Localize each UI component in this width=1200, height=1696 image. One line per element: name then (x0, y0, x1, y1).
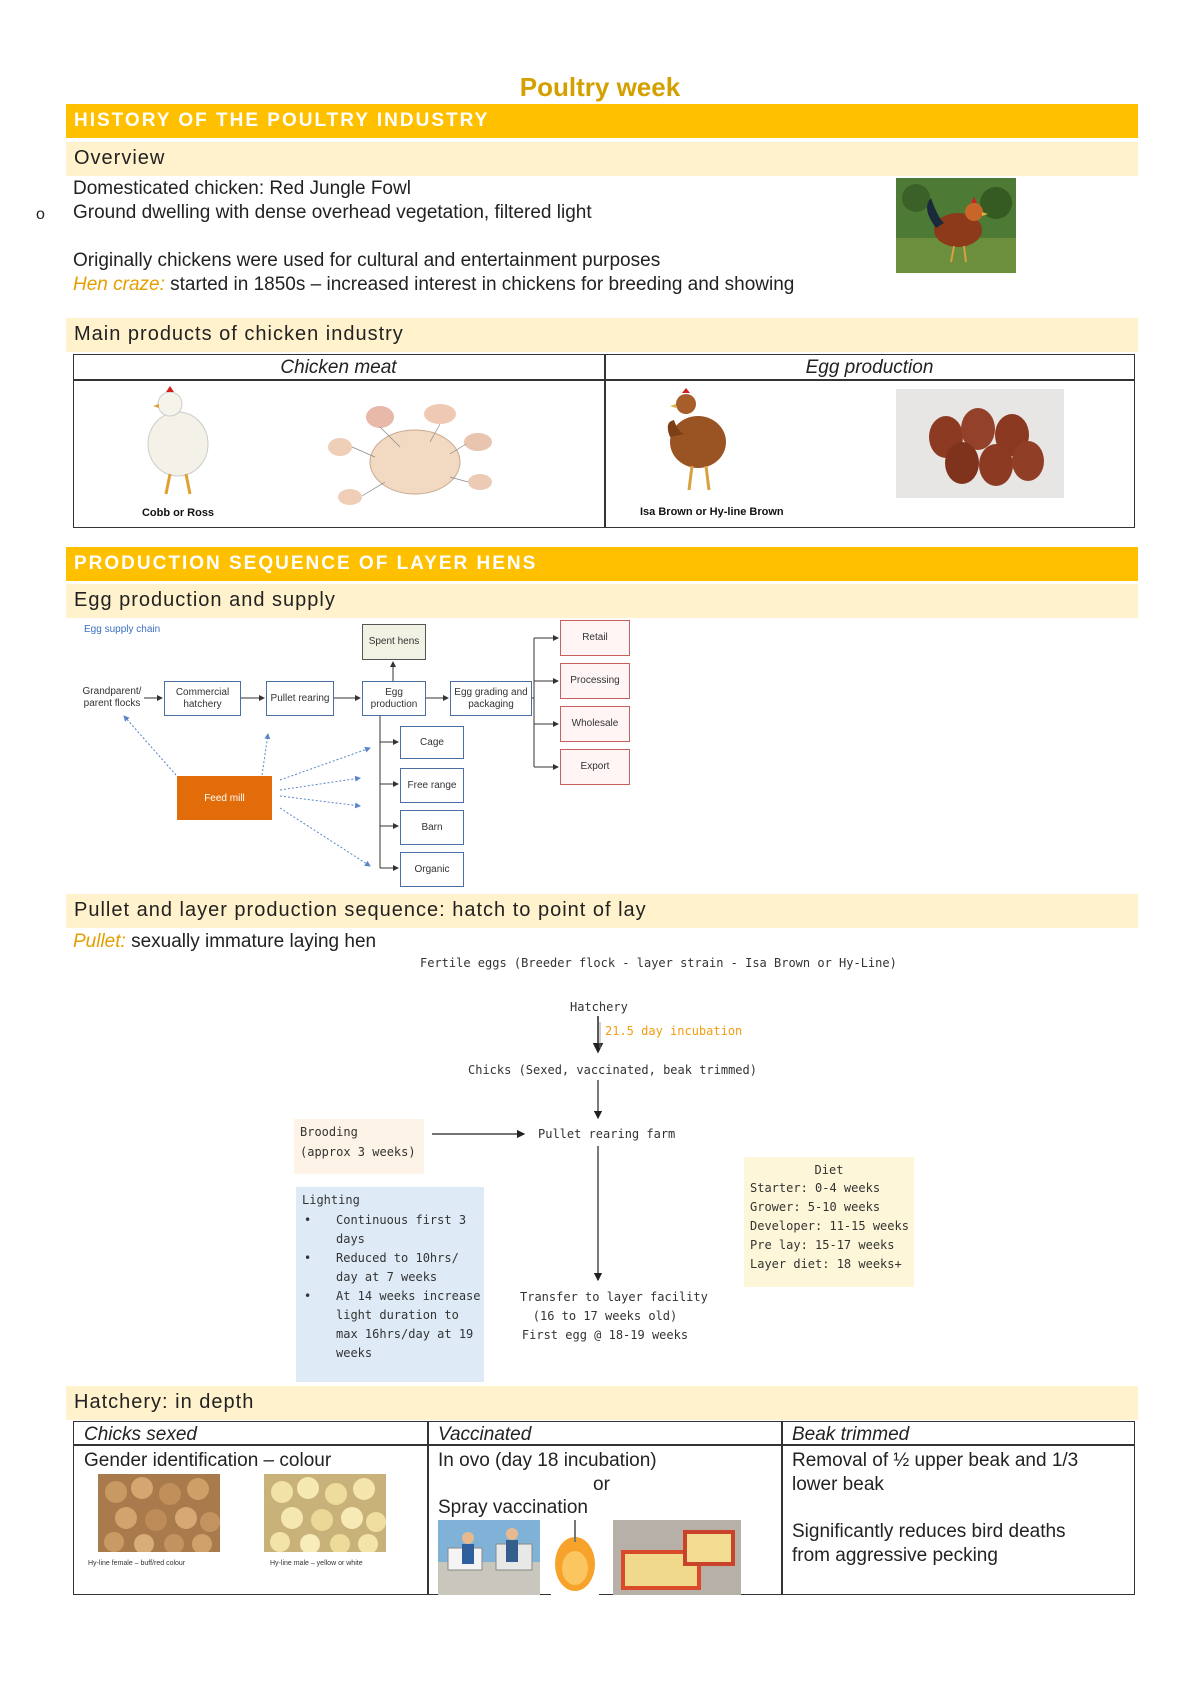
lighting-item-3-d: weeks (336, 1346, 373, 1360)
brooding-title: Brooding (300, 1125, 358, 1139)
lighting-box (296, 1187, 484, 1382)
beak-benefit-line-2: from aggressive pecking (792, 1545, 998, 1566)
egg-supply-label: Egg production and supply (66, 584, 1138, 618)
history-heading: HISTORY OF THE POULTRY INDUSTRY (66, 104, 1138, 138)
vaccinated-header: Vaccinated (438, 1424, 532, 1445)
diet-box (744, 1157, 914, 1287)
grandparent-flocks-label: Grandparent/ parent flocks (82, 686, 142, 709)
in-ovo-egg-image (551, 1520, 599, 1595)
lighting-item-3-b: light duration to (336, 1308, 459, 1322)
lighting-item-3-a: At 14 weeks increase (336, 1289, 481, 1303)
diet-item-4: Pre lay: 15-17 weeks (750, 1238, 895, 1252)
female-chicks-caption: Hy-line female – buff/red colour (88, 1560, 186, 1567)
hatchery-header-rule (73, 1444, 1135, 1446)
history-line-1: Domesticated chicken: Red Jungle Fowl (73, 178, 411, 199)
egg-production-box: Egg production (362, 681, 426, 716)
lighting-bullet-3: • (304, 1289, 312, 1303)
spray-vaccination-text: Spray vaccination (438, 1497, 588, 1518)
beak-benefit-line-1: Significantly reduces bird deaths (792, 1521, 1066, 1542)
hatchery-divider-2 (781, 1421, 783, 1595)
organic-box: Organic (400, 852, 464, 887)
diet-item-2: Grower: 5-10 weeks (750, 1200, 881, 1214)
products-label: Main products of chicken industry (66, 318, 1138, 352)
pullet-rearing-node: Pullet rearing farm (538, 1127, 676, 1141)
page-title: Poultry week (519, 72, 681, 102)
incubation-note: 21.5 day incubation (605, 1024, 743, 1038)
hen-craze-term: Hen craze: (73, 274, 165, 295)
brooding-duration: (approx 3 weeks) (300, 1145, 416, 1159)
beak-removal-line-1: Removal of ½ upper beak and 1/3 (792, 1450, 1079, 1471)
processing-box: Processing (560, 663, 630, 699)
chicks-sexed-header: Chicks sexed (84, 1424, 197, 1445)
hatchery-label: Hatchery: in depth (66, 1386, 1138, 1420)
lighting-title: Lighting (302, 1193, 360, 1207)
egg-production-header: Egg production (805, 357, 934, 378)
chicken-meat-header: Chicken meat (280, 357, 397, 378)
diet-title: Diet (814, 1163, 844, 1177)
fertile-eggs-text: Fertile eggs (Breeder flock - layer strain - Isa Brown or Hy-Line) (420, 956, 897, 970)
chicks-node: Chicks (Sexed, vaccinated, beak trimmed) (468, 1063, 757, 1077)
layer-breed-caption: Isa Brown or Hy-line Brown (640, 506, 784, 518)
female-chicks-image (98, 1474, 220, 1552)
history-line-2: Ground dwelling with dense overhead vegetation, filtered light (73, 202, 592, 223)
lighting-item-2-b: day at 7 weeks (336, 1270, 438, 1284)
hatchery-node: Hatchery (570, 1000, 628, 1014)
overview-label: Overview (66, 142, 1138, 176)
lighting-bullet-1: • (304, 1213, 312, 1227)
spray-vaccination-image (613, 1520, 741, 1595)
lighting-item-3-c: max 16hrs/day at 19 (336, 1327, 474, 1341)
free-range-box: Free range (400, 768, 464, 803)
in-ovo-text: In ovo (day 18 incubation) (438, 1450, 657, 1471)
diet-item-3: Developer: 11-15 weeks (750, 1219, 909, 1233)
diet-item-5: Layer diet: 18 weeks+ (750, 1257, 902, 1271)
vaccination-lab-image (438, 1520, 540, 1595)
spent-hens-box: Spent hens (362, 624, 426, 660)
pullet-definition-text: sexually immature laying hen (125, 931, 377, 952)
hatchery-divider-1 (427, 1421, 429, 1595)
hatchery-table (73, 1421, 1135, 1595)
male-chicks-image (264, 1474, 386, 1552)
brooding-box (294, 1119, 424, 1174)
hen-craze-text: started in 1850s – increased interest in chickens for breeding and showing (164, 274, 795, 295)
bullet-marker: o (36, 206, 45, 223)
chain-title: Egg supply chain (84, 624, 161, 635)
pullet-rearing-box: Pullet rearing (266, 681, 334, 716)
commercial-hatchery-box: Commercial hatchery (164, 681, 241, 716)
barn-box: Barn (400, 810, 464, 845)
lighting-item-1-a: Continuous first 3 (336, 1213, 467, 1227)
meat-breed-caption: Cobb or Ross (141, 507, 215, 519)
lighting-bullet-2: • (304, 1251, 312, 1265)
diet-item-1: Starter: 0-4 weeks (750, 1181, 881, 1195)
feed-mill-box: Feed mill (177, 776, 272, 820)
wholesale-box: Wholesale (560, 706, 630, 742)
beak-trimmed-header: Beak trimmed (792, 1424, 910, 1445)
history-line-3: Originally chickens were used for cultural and entertainment purposes (73, 250, 661, 271)
or-text: or (593, 1474, 610, 1495)
egg-grading-box: Egg grading and packaging (450, 681, 532, 716)
transfer-line-3: First egg @ 18-19 weeks (521, 1328, 689, 1342)
export-box: Export (560, 749, 630, 785)
beak-removal-line-2: lower beak (792, 1474, 884, 1495)
male-chicks-caption: Hy-line male – yellow or white (270, 1560, 363, 1567)
lighting-item-2-a: Reduced to 10hrs/ (336, 1251, 459, 1265)
transfer-line-2: (16 to 17 weeks old) (532, 1309, 678, 1323)
cage-box: Cage (400, 726, 464, 759)
lighting-item-1-b: days (336, 1232, 365, 1246)
production-heading: PRODUCTION SEQUENCE OF LAYER HENS (66, 547, 1138, 581)
transfer-line-1: Transfer to layer facility (520, 1290, 708, 1304)
pullet-term: Pullet: (73, 931, 126, 952)
retail-box: Retail (560, 620, 630, 656)
gender-identification-text: Gender identification – colour (84, 1450, 332, 1471)
pullet-sequence-label: Pullet and layer production sequence: hatch to point of lay (66, 894, 1138, 928)
